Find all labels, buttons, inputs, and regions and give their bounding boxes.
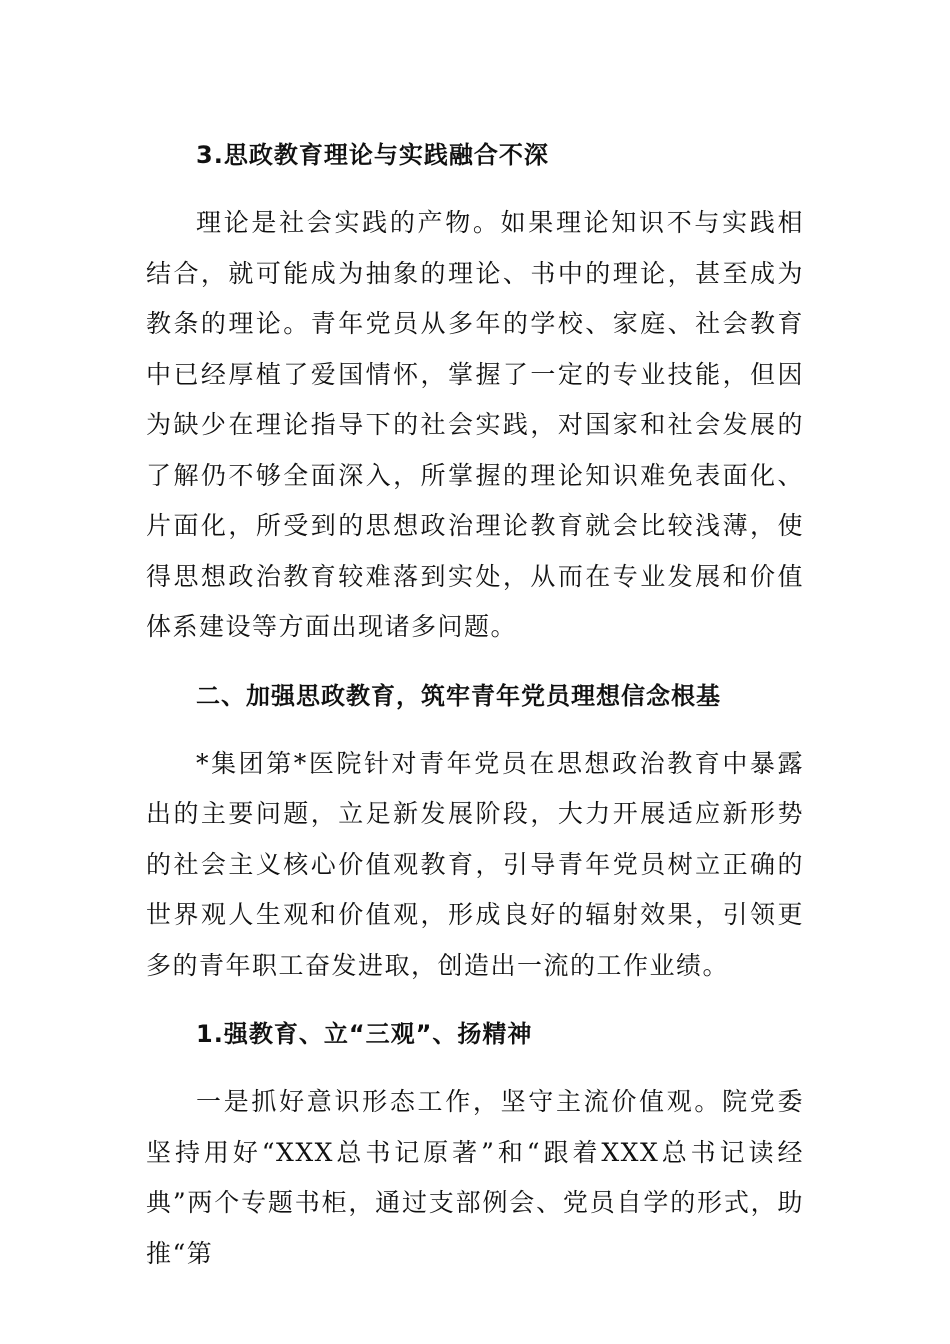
- subsection-heading-1: 1.强教育、立“三观”、扬精神: [196, 1020, 533, 1048]
- document-body: [146, 130, 804, 1297]
- subsection-heading-3: 3.思政教育理论与实践融合不深: [196, 141, 549, 169]
- paragraph-hospital-initiative: *集团第*医院针对青年党员在思想政治教育中暴露出的主要问题，立足新发展阶段，大力开展适应新形势的社会主义核心价值观教育，引导青年党员树立正确的世界观人生观和价值观，形成良好的辐射效果，引领更多的青年职工奋发进取，创造出一流的工作业绩。: [146, 748, 804, 980]
- paragraph-theory-practice: 理论是社会实践的产物。如果理论知识不与实践相结合，就可能成为抽象的理论、书中的理论，甚至成为教条的理论。青年党员从多年的学校、家庭、社会教育中已经厚植了爱国情怀，掌握了一定的专业技能，但因为缺少在理论指导下的社会实践，对国家和社会发展的了解仍不够全面深入，所掌握的理论知识难免表面化、片面化，所受到的思想政治理论教育就会比较浅薄，使得思想政治教育较难落到实处，从而在专业发展和价值体系建设等方面出现诸多问题。: [146, 208, 804, 641]
- paragraph-ideology-work: 一是抓好意识形态工作，坚守主流价值观。院党委坚持用好“XXX总书记原著”和“跟着XXX总书记读经典”两个专题书柜，通过支部例会、党员自学的形式，助推“第: [146, 1087, 804, 1268]
- section-heading-2: 二、加强思政教育，筑牢青年党员理想信念根基: [196, 681, 721, 710]
